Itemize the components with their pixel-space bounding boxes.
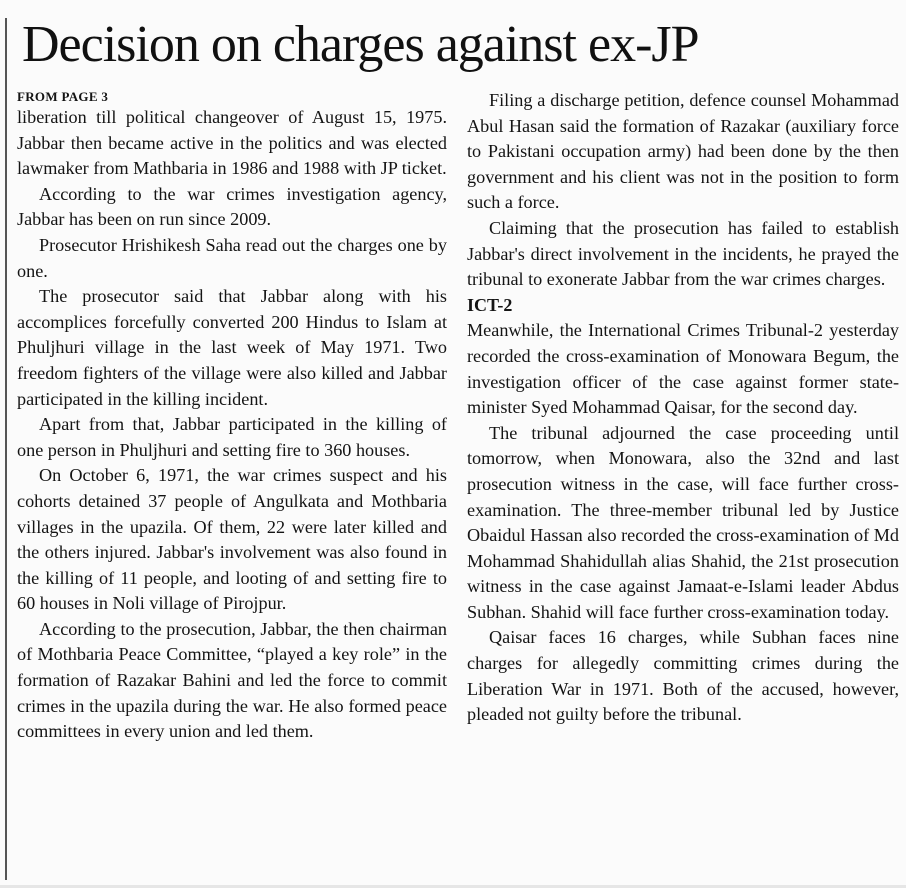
paragraph: The prosecutor said that Jabbar along with his accomplices forcefully converted 200 Hindus to Islam at Phuljhuri village in the last week of May 1971. Two freedom fighters of the village were also killed and Jabbar participated in the killing incident. bbox=[17, 286, 447, 409]
left-column bbox=[17, 88, 447, 745]
right-column bbox=[467, 88, 899, 728]
paragraph: Claiming that the prosecution has failed to establish Jabbar's direct involvement in the incidents, he prayed the tribunal to exonerate Jabbar from the war crimes charges. bbox=[467, 217, 899, 290]
column-rule bbox=[5, 18, 7, 880]
paragraph: liberation till political changeover of August 15, 1975. Jabbar then became active in the politics and was elected lawmaker from Mathbaria in 1986 and 1988 with JP ticket. bbox=[17, 107, 447, 179]
paragraph: Apart from that, Jabbar participated in the killing of one person in Phuljhuri and setting fire to 360 houses. bbox=[17, 414, 447, 460]
paragraph: Meanwhile, the International Crimes Tribunal-2 yesterday recorded the cross-examination of Monowara Begum, the investigation officer of the case against former state-minister Syed Mohammad Qaisar, for the second day. bbox=[467, 320, 899, 418]
paragraph: The tribunal adjourned the case proceeding until tomorrow, when Monowara, also the 32nd and last prosecution witness in the case, will face further cross-examination. The three-member tribunal led by Justice Obaidul Hassan also recorded the cross-examination of Md Mohammad Shahidullah alias Shahid, the 21st prosecution witness in the case against Jamaat-e-Islami leader Abdus Subhan. Shahid will face further cross-examination today. bbox=[467, 422, 899, 622]
headline: Decision on charges against ex-JP bbox=[22, 16, 699, 73]
paragraph: Prosecutor Hrishikesh Saha read out the charges one by one. bbox=[17, 234, 447, 281]
section-subhead: ICT-2 bbox=[467, 294, 513, 315]
paragraph: According to the war crimes investigation agency, Jabbar has been on run since 2009. bbox=[17, 183, 447, 230]
paragraph: Qaisar faces 16 charges, while Subhan faces nine charges for allegedly committing crimes during the Liberation War in 1971. Both of the accused, however, pleaded not guilty before the tribunal. bbox=[467, 627, 899, 725]
paragraph: On October 6, 1971, the war crimes suspect and his cohorts detained 37 people of Angulkata and Mothbaria villages in the upazila. Of them, 22 were later killed and the others injured. Jabbar's involvement was also found in the killing of 11 people, and looting of and setting fire to 60 houses in Noli village of Pirojpur. bbox=[17, 465, 447, 614]
continuation-kicker: FROM PAGE 3 bbox=[17, 89, 109, 104]
paragraph: Filing a discharge petition, defence counsel Mohammad Abul Hasan said the formation of Razakar (auxiliary force to Pakistani occupation army) had been done by the then government and his client was not in the position to form such a force. bbox=[467, 90, 899, 213]
paragraph: According to the prosecution, Jabbar, the then chairman of Mothbaria Peace Committee, “played a key role” in the formation of Razakar Bahini and led the force to commit crimes in the upazila during the war. He also formed peace committees in every union and led them. bbox=[17, 618, 447, 742]
